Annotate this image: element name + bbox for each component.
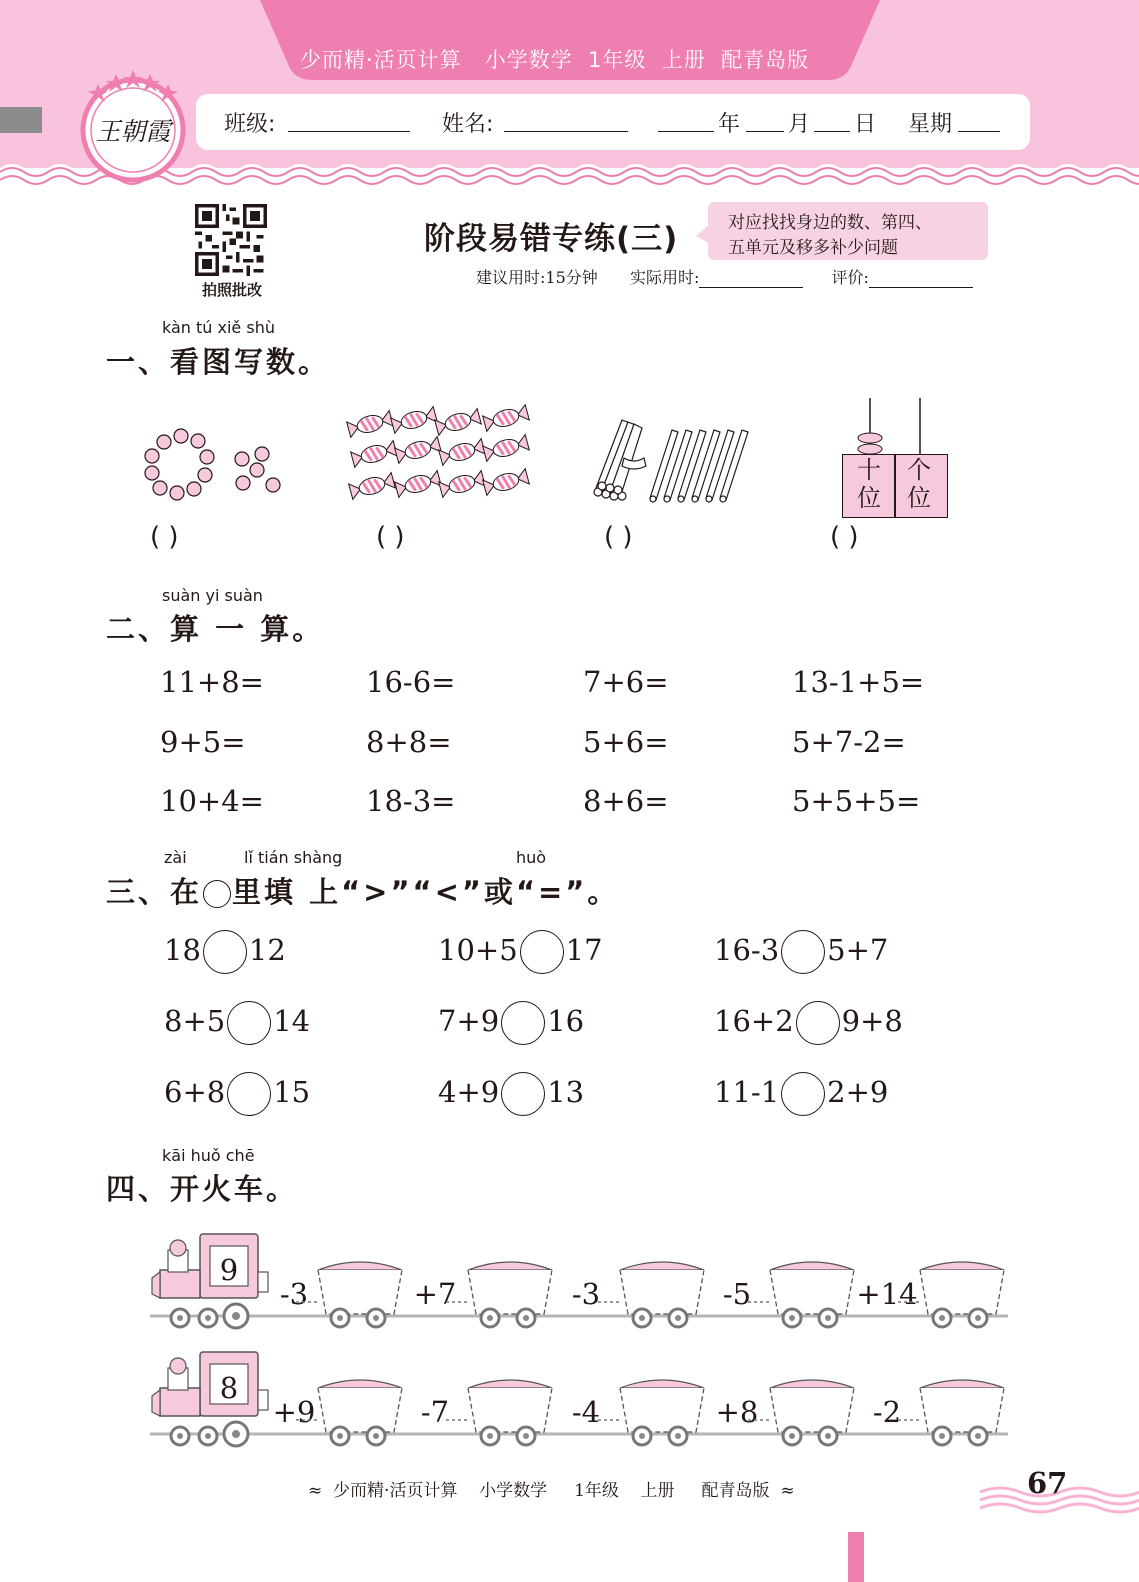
equation[interactable]: 8+8= [366,725,452,759]
section3-pinyin-huo: huò [516,848,547,867]
candies-picture [346,404,538,504]
operation-label: +8 [715,1395,759,1429]
compare-circle[interactable] [227,1072,271,1116]
operation-label: -3 [279,1277,309,1311]
compare-circle[interactable] [781,930,825,974]
equation[interactable]: 5+5+5= [792,784,921,818]
operation-label: +14 [856,1277,918,1311]
day-field[interactable] [814,107,850,132]
locomotive-icon [152,1352,268,1446]
year-field[interactable] [658,107,714,132]
equation[interactable]: 5+6= [583,725,669,759]
comparison-item: 18 12 [164,930,286,974]
weekday-label: 星期 [908,112,953,137]
tens-label-1: 十 [857,456,881,484]
evaluation-field[interactable] [869,271,973,288]
topic-line-2: 五单元及移多补少问题 [728,238,898,258]
footer-text: ≈ 少而精·活页计算 小学数学 1年级 上册 配青岛版 ≈ [308,1481,795,1501]
section4-heading: 四、开火车。 [106,1172,299,1206]
series-title: 少而精·活页计算 小学数学 1年级 上册 配青岛版 [300,48,810,72]
comparison-item: 8+5 14 [164,1001,310,1045]
start-number: 8 [219,1371,239,1405]
section3-heading-part2: 里填 上“>”“<”或“=”。 [232,875,620,909]
year-label: 年 [718,112,741,137]
evaluation-label: 评价: [831,268,869,287]
page-title: 阶段易错专练(三) [424,221,679,257]
section2-heading: 二、算 一 算。 [106,612,325,646]
ones-label-1: 个 [907,456,931,484]
circle-icon [203,880,231,908]
class-label: 班级: [224,112,276,137]
comparison-item: 16+2 9+8 [714,1001,903,1045]
compare-circle[interactable] [501,1001,545,1045]
compare-circle[interactable] [501,1072,545,1116]
weekday-field[interactable] [958,107,1000,132]
abacus-rods [842,398,948,458]
month-field[interactable] [746,107,784,132]
equation[interactable]: 7+6= [583,665,669,699]
compare-circle[interactable] [796,1001,840,1045]
comparison-item: 7+9 16 [438,1001,584,1045]
equation[interactable]: 9+5= [160,725,246,759]
beads-picture [142,428,288,506]
abacus-picture [842,398,948,518]
page-number: 67 [1027,1466,1068,1500]
section4-pinyin: kāi huǒ chē [162,1146,255,1165]
train-drawing [150,1232,1010,1336]
train-row [150,1350,1010,1454]
qr-code-icon[interactable] [192,204,270,276]
operation-label: -2 [872,1395,902,1429]
answer-blank-abacus[interactable]: ( ) [830,522,859,552]
topic-line-1: 对应找找身边的数、第四、 [728,213,932,233]
actual-time-label: 实际用时: [629,268,700,287]
topic-note [708,202,988,260]
page-edge-marker [848,1532,864,1582]
class-field[interactable] [288,107,410,132]
month-label: 月 [788,112,811,137]
compare-circle[interactable] [781,1072,825,1116]
equation[interactable]: 5+7-2= [792,725,906,759]
section3-pinyin-li: lǐ tián shàng [244,848,343,867]
equation[interactable]: 8+6= [583,784,669,818]
comparison-item: 10+5 17 [438,930,603,974]
svg-text:王朝霞: 王朝霞 [95,117,171,146]
operation-label: -7 [420,1395,450,1429]
compare-circle[interactable] [520,930,564,974]
gray-tab [0,107,42,133]
section1-heading: 一、看图写数。 [106,345,331,379]
train-drawing [150,1350,1010,1454]
section3-heading-part1: 三、在 [106,875,203,909]
train-row [150,1232,1010,1336]
actual-time-field[interactable] [699,271,803,288]
ones-label-2: 位 [907,484,931,512]
operation-label: +7 [413,1277,457,1311]
time-row [476,265,973,288]
student-info-box [196,94,1030,150]
equation[interactable]: 16-6= [366,665,456,699]
suggested-time: 建议用时:15分钟 [476,268,598,287]
name-field[interactable] [504,107,628,132]
answer-blank-sticks[interactable]: ( ) [604,522,633,552]
comparison-item: 6+8 15 [164,1072,310,1116]
qr-caption: 拍照批改 [201,281,262,299]
locomotive-icon [152,1234,268,1328]
comparison-item: 4+9 13 [438,1072,584,1116]
comparison-item: 16-3 5+7 [714,930,888,974]
operation-label: -3 [571,1277,601,1311]
section3-pinyin-zai: zài [164,848,187,867]
comparison-item: 11-1 2+9 [714,1072,888,1116]
day-label: 日 [854,112,877,137]
section2-pinyin: suàn yi suàn [162,586,263,605]
section1-pinyin: kàn tú xiě shù [162,318,275,337]
operation-label: +9 [272,1395,316,1429]
operation-label: -5 [722,1277,752,1311]
equation[interactable]: 10+4= [160,784,264,818]
brand-logo [78,66,188,184]
compare-circle[interactable] [203,930,247,974]
operation-label: -4 [571,1395,601,1429]
start-number: 9 [219,1253,239,1287]
equation[interactable]: 11+8= [160,665,264,699]
name-label: 姓名: [442,112,494,137]
answer-blank-candies[interactable]: ( ) [376,522,405,552]
equation[interactable]: 18-3= [366,784,456,818]
tens-label-2: 位 [857,484,881,512]
sticks-picture [588,414,750,506]
answer-blank-beads[interactable]: ( ) [150,522,179,552]
section3-heading [106,870,619,911]
equation[interactable]: 13-1+5= [792,665,925,699]
compare-circle[interactable] [227,1001,271,1045]
